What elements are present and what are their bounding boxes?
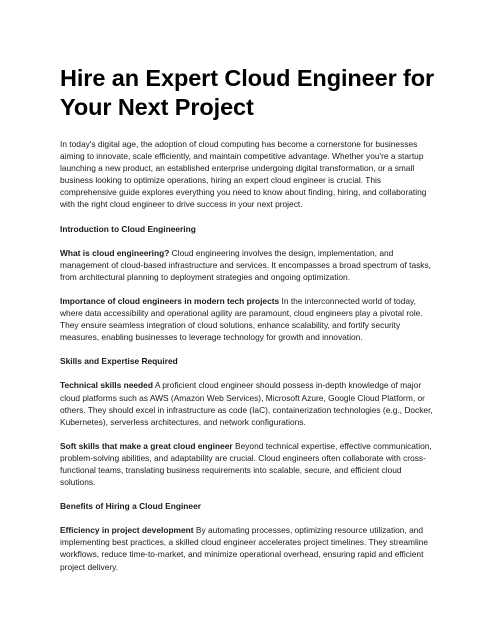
- paragraph-lead: Efficiency in project development: [60, 525, 194, 536]
- paragraph-efficiency: [60, 524, 435, 572]
- paragraph-text: Cloud engineering involves the design, implementation, and management of cloud-based infrastructure and services. It encompasses a broad spectrum of tasks, from architectural planning to deployment strategies and ongoing optimization.: [60, 247, 432, 282]
- paragraph-text: Beyond technical expertise, effective communication, problem-solving abilities, and adaptability are crucial. Cloud engineers often collaborate with cross-functional teams, translating business requirements into scalable, secure, and efficient cloud solutions.: [60, 440, 432, 488]
- paragraph-text: A proficient cloud engineer should possess in-depth knowledge of major cloud platforms such as AWS (Amazon Web Services), Microsoft Azure, Google Cloud Platform, or others. They should excel in infrastructure as code (IaC), containerization technologies (e.g., Docker, Kubernetes), serverless architectures, and network configurations.: [60, 380, 433, 427]
- paragraph-importance: [60, 295, 435, 343]
- section-heading-benefits: Benefits of Hiring a Cloud Engineer: [60, 501, 201, 512]
- paragraph-text: By automating processes, optimizing resource utilization, and implementing best practices, a skilled cloud engineer accelerates project timelines. They streamline workflows, reduce time-to-market, and minimize operational overhead, ensuring rapid and efficient project delivery.: [60, 525, 429, 572]
- paragraph-what-is-cloud-engineering: [60, 247, 435, 283]
- page-title: Hire an Expert Cloud Engineer for Your Next Project: [60, 65, 435, 120]
- paragraph-lead: Soft skills that make a great cloud engineer: [60, 440, 233, 451]
- paragraph-lead: Importance of cloud engineers in modern tech projects: [60, 295, 280, 306]
- paragraph-lead: Technical skills needed: [60, 380, 153, 391]
- section-heading-intro: Introduction to Cloud Engineering: [60, 223, 196, 234]
- intro-paragraph: In today's digital age, the adoption of cloud computing has become a cornerstone for businesses aiming to innovate, scale efficiently, and maintain competitive advantage. Whether you're a startup launching a new product, an established enterprise undergoing digital transformation, or a small business looking to optimize operations, hiring an expert cloud engineer is crucial. This comprehensive guide explores everything you need to know about finding, hiring, and collaborating with the right cloud engineer to drive success in your next project.: [60, 139, 427, 210]
- paragraph-text: In the interconnected world of today, where data accessibility and operational agility are paramount, cloud engineers play a pivotal role. They ensure seamless integration of cloud solutions, enhance scalability, and fortify security measures, enabling businesses to leverage technology for growth and innovation.: [60, 295, 423, 343]
- paragraph-lead: What is cloud engineering?: [60, 247, 170, 258]
- section-heading-skills: Skills and Expertise Required: [60, 356, 178, 367]
- paragraph-soft-skills: [60, 440, 435, 488]
- paragraph-technical-skills: [60, 379, 435, 427]
